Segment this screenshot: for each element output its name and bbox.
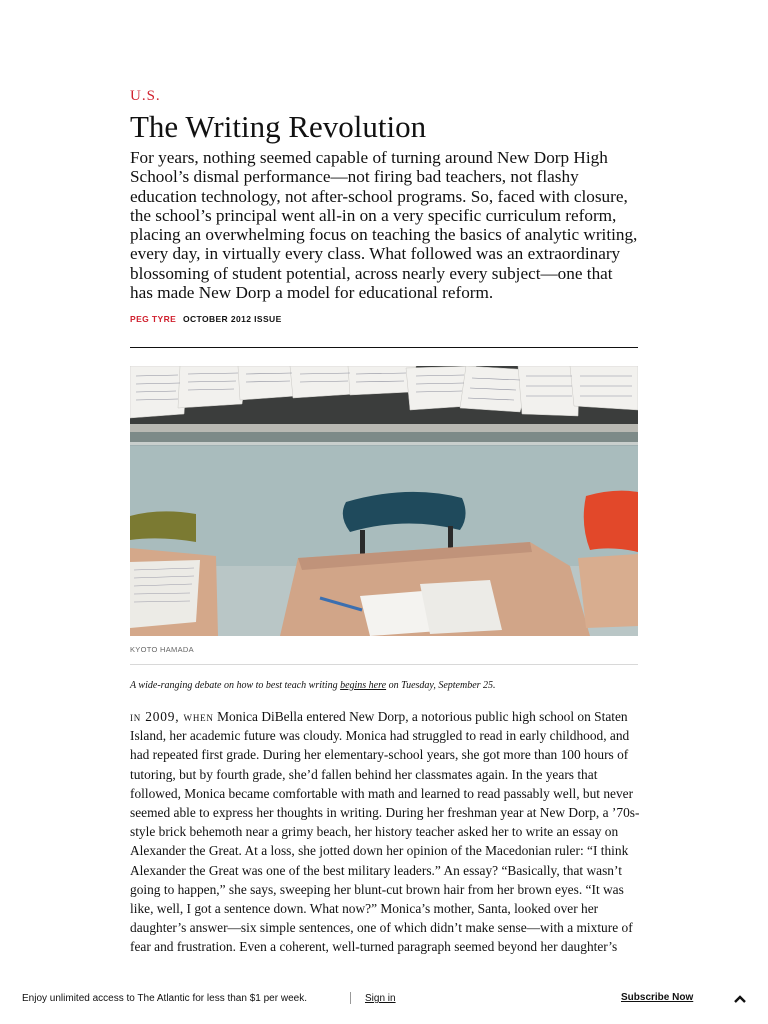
hero-image: [130, 366, 638, 636]
body-paragraph: Monica DiBella entered New Dorp, a notorious public high school on Staten Island, her academic future was cloudy. Monica had struggled to read in early childhood, and had repeated first grade. During her elementary-school years, she got more than 100 hours of tutoring, but by fourth grade, she’d fallen behind her classmates again. In the years that followed, Monica became comfortable with math and learned to read passably well, but never seemed able to express her thoughts in writing. During her freshman year at New Dorp, a ’70s-style brick behemoth near a grimy beach, her history teacher asked her to write an essay on Alexander the Great. At a loss, she jotted down her opinion of the Macedonian ruler: “I think Alexander the Great was one of the best military leaders.” An essay? “Basically, that wasn’t going to happen,” she says, sweeping her blunt-cut brown hair from her brown eyes. “It was like, well, I got a sentence down. What now?” Monica’s mother, Santa, looked over her daughter’s answer—six simple sentences, one of which didn’t make sense—with a mixture of fear and frustration. Even a coherent, well-turned paragraph seemed beyond her daughter’s: [130, 709, 640, 955]
chevron-up-icon[interactable]: [731, 991, 749, 1007]
dropcap-lead: in 2009, when: [130, 709, 214, 724]
section-link[interactable]: U.S.: [130, 88, 161, 104]
bar-divider: [350, 992, 351, 1004]
header-divider: [130, 347, 638, 348]
issue-link[interactable]: OCTOBER 2012 ISSUE: [182, 314, 282, 325]
caption-divider: [130, 664, 638, 665]
subscription-bar: [0, 980, 768, 1024]
subscribe-button[interactable]: Subscribe Now: [621, 992, 694, 1003]
signin-link[interactable]: Sign in: [365, 993, 396, 1004]
article-header: [130, 86, 638, 348]
note-text-after: on Tuesday, September 25.: [386, 680, 496, 691]
image-credit: KYOTO HAMADA: [130, 645, 194, 654]
article-body: [130, 707, 640, 957]
note-text-before: A wide-ranging debate on how to best teach writing: [130, 680, 341, 691]
author-link[interactable]: PEG TYRE: [130, 314, 177, 325]
note-link[interactable]: begins here: [340, 680, 387, 691]
article-title: The Writing Revolution: [130, 109, 427, 144]
promo-message: Enjoy unlimited access to The Atlantic for less than $1 per week.: [22, 993, 307, 1004]
debate-note: [130, 679, 638, 693]
byline: [130, 312, 638, 326]
article-dek: For years, nothing seemed capable of turning around New Dorp High School’s dismal performance—not firing bad teachers, not flashy education technology, not after-school programs. So, faced with closure, the school’s principal went all-in on a very specific curriculum reform, placing an overwhelming focus on teaching the basics of analytic writing, every day, in virtually every class. What followed was an extraordinary blossoming of student potential, across nearly every subject—one that has made New Dorp a model for educational reform.: [130, 148, 638, 303]
